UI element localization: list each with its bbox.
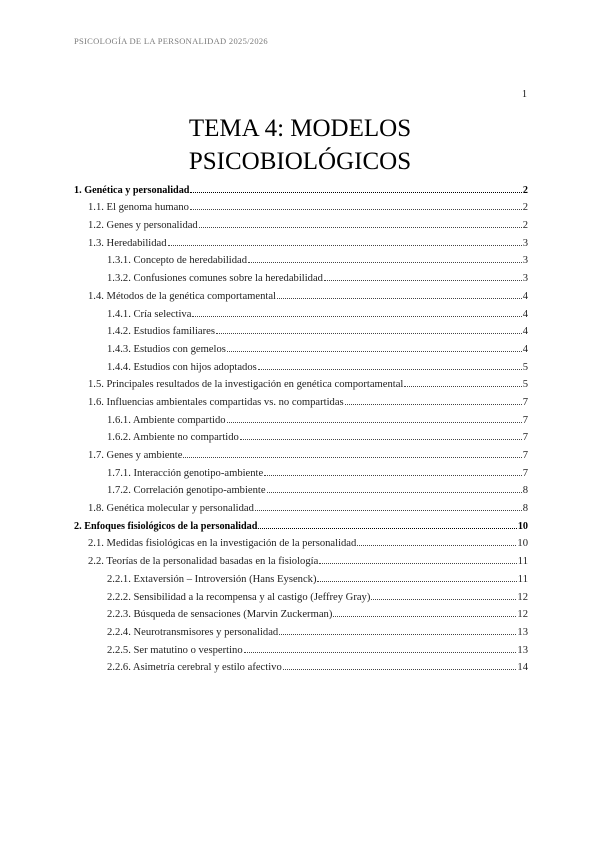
dot-leader (255, 510, 522, 511)
toc-entry-label: 2.2. Teorías de la personalidad basadas en la fisiología (88, 556, 319, 568)
toc-entry-page: 2 (522, 220, 528, 232)
toc-entry-page: 11 (517, 556, 528, 568)
toc-entry-label: 1. Genética y personalidad (74, 184, 190, 196)
toc-entry-page: 4 (522, 326, 528, 338)
toc-entry-label: 1.8. Genética molecular y personalidad (88, 503, 254, 515)
toc-entry-label: 2.2.6. Asimetría cerebral y estilo afectivo (107, 662, 282, 674)
toc-entry-page: 13 (517, 644, 528, 656)
dot-leader (183, 457, 521, 458)
toc-entry-2-2-4[interactable] (74, 620, 528, 638)
toc-entry-label: 2. Enfoques fisiológicos de la personalidad (74, 520, 258, 532)
toc-entry-2-2-1[interactable] (74, 567, 528, 585)
toc-entry-page: 3 (522, 273, 528, 285)
toc-entry-page: 7 (522, 432, 528, 444)
dot-leader (258, 528, 516, 529)
toc-entry-2[interactable] (74, 514, 528, 532)
toc-entry-1-6-1[interactable] (74, 408, 528, 426)
title-line-1: TEMA 4: MODELOS (188, 115, 412, 142)
toc-entry-label: 1.4.4. Estudios con hijos adoptados (107, 361, 257, 373)
toc-entry-1-4-4[interactable] (74, 355, 528, 373)
toc-entry-1-4-1[interactable] (74, 302, 528, 320)
toc-entry-page: 8 (522, 485, 528, 497)
toc-entry-label: 1.3. Heredabilidad (88, 237, 167, 249)
toc-entry-label: 2.1. Medidas fisiológicas en la investigación de la personalidad (88, 538, 357, 550)
dot-leader (324, 280, 522, 281)
toc-entry-page: 3 (522, 255, 528, 267)
dot-leader (371, 599, 516, 600)
toc-entry-page: 2 (522, 202, 528, 214)
toc-entry-1-1[interactable] (74, 196, 528, 214)
dot-leader (264, 475, 522, 476)
page-number: 1 (522, 89, 527, 100)
toc-entry-label: 2.2.1. Extaversión – Introversión (Hans Eysenck) (107, 573, 317, 585)
toc-entry-2-2[interactable] (74, 549, 528, 567)
toc-entry-1-7-1[interactable] (74, 461, 528, 479)
dot-leader (317, 581, 516, 582)
toc-entry-2-2-2[interactable] (74, 585, 528, 603)
dot-leader (333, 616, 516, 617)
toc-entry-label: 1.3.2. Confusiones comunes sobre la heredabilidad (107, 273, 323, 285)
toc-entry-1[interactable] (74, 178, 528, 196)
toc-entry-page: 5 (522, 361, 528, 373)
dot-leader (248, 262, 522, 263)
dot-leader (244, 652, 517, 653)
toc-entry-1-7-2[interactable] (74, 479, 528, 497)
toc-entry-page: 7 (522, 450, 528, 461)
dot-leader (168, 245, 522, 246)
toc-entry-page: 4 (522, 343, 528, 355)
toc-entry-page: 10 (517, 538, 528, 550)
toc-entry-2-1[interactable] (74, 532, 528, 550)
toc-entry-1-8[interactable] (74, 496, 528, 514)
toc-entry-page: 7 (522, 414, 528, 426)
toc-entry-page: 10 (517, 520, 528, 532)
dot-leader (190, 192, 521, 193)
toc-entry-page: 12 (517, 609, 528, 621)
dot-leader (319, 563, 517, 564)
toc-entry-1-5[interactable] (74, 373, 528, 391)
toc-entry-label: 1.4.3. Estudios con gemelos (107, 343, 226, 355)
toc-entry-label: 1.1. El genoma humano (88, 202, 189, 214)
toc-entry-label: 1.7. Genes y ambiente (88, 450, 183, 461)
toc-entry-2-2-3[interactable] (74, 603, 528, 621)
toc-entry-page: 12 (517, 591, 528, 603)
dot-leader (279, 634, 516, 635)
toc-entry-1-2[interactable] (74, 213, 528, 231)
toc-entry-label: 1.3.1. Concepto de heredabilidad (107, 255, 248, 267)
toc-entry-page: 7 (522, 396, 528, 408)
toc-entry-page: 14 (517, 662, 528, 674)
toc-entry-page: 8 (522, 503, 528, 515)
toc-entry-label: 1.2. Genes y personalidad (88, 220, 198, 232)
toc-entry-label: 1.6.2. Ambiente no compartido (107, 432, 239, 444)
dot-leader (216, 333, 522, 334)
dot-leader (190, 209, 522, 210)
dot-leader (357, 545, 516, 546)
toc-entry-1-3-2[interactable] (74, 266, 528, 284)
title-line-2: PSICOBIOLÓGICOS (188, 148, 412, 175)
toc-entry-page: 3 (522, 237, 528, 249)
dot-leader (283, 669, 517, 670)
dot-leader (199, 227, 522, 228)
dot-leader (192, 316, 521, 317)
toc-entry-label: 2.2.4. Neurotransmisores y personalidad (107, 626, 279, 638)
toc-entry-1-3[interactable] (74, 231, 528, 249)
toc-entry-1-4-3[interactable] (74, 337, 528, 355)
toc-entry-label: 1.6. Influencias ambientales compartidas vs. no compartidas (88, 396, 344, 408)
toc-entry-page: 5 (522, 379, 528, 391)
toc-entry-label: 2.2.2. Sensibilidad a la recompensa y al castigo (Jeffrey Gray) (107, 591, 371, 603)
toc-entry-page: 4 (522, 308, 528, 320)
toc-entry-1-3-1[interactable] (74, 249, 528, 267)
toc-entry-1-6-2[interactable] (74, 426, 528, 444)
dot-leader (404, 386, 521, 387)
toc-entry-1-4[interactable] (74, 284, 528, 302)
toc-entry-label: 2.2.5. Ser matutino o vespertino (107, 644, 243, 656)
toc-entry-label: 1.6.1. Ambiente compartido (107, 414, 226, 426)
toc-entry-page: 7 (522, 467, 528, 479)
toc-entry-label: 2.2.3. Búsqueda de sensaciones (Marvin Zuckerman) (107, 609, 333, 621)
toc-entry-2-2-6[interactable] (74, 656, 528, 674)
dot-leader (345, 404, 522, 405)
toc-entry-label: 1.4.1. Cría selectiva (107, 308, 192, 320)
dot-leader (227, 351, 522, 352)
dot-leader (277, 298, 522, 299)
dot-leader (258, 369, 522, 370)
running-header: PSICOLOGÍA DE LA PERSONALIDAD 2025/2026 (74, 36, 268, 46)
toc-entry-1-6[interactable] (74, 390, 528, 408)
toc-entry-label: 1.4.2. Estudios familiares (107, 326, 215, 338)
dot-leader (227, 422, 522, 423)
toc-entry-1-4-2[interactable] (74, 320, 528, 338)
document-title (74, 112, 526, 178)
toc-entry-page: 13 (517, 626, 528, 638)
toc-entry-label: 1.7.1. Interacción genotipo-ambiente (107, 467, 264, 479)
toc-entry-label: 1.5. Principales resultados de la investigación en genética comportamental (88, 379, 404, 391)
toc-entry-1-7[interactable] (74, 443, 528, 461)
toc-entry-page: 4 (522, 290, 528, 302)
dot-leader (240, 439, 522, 440)
toc-entry-page: 11 (517, 573, 528, 585)
table-of-contents (74, 178, 528, 673)
toc-entry-label: 1.7.2. Correlación genotipo-ambiente (107, 485, 266, 497)
dot-leader (267, 492, 522, 493)
toc-entry-2-2-5[interactable] (74, 638, 528, 656)
toc-entry-label: 1.4. Métodos de la genética comportamental (88, 290, 276, 302)
toc-entry-page: 2 (522, 184, 528, 196)
